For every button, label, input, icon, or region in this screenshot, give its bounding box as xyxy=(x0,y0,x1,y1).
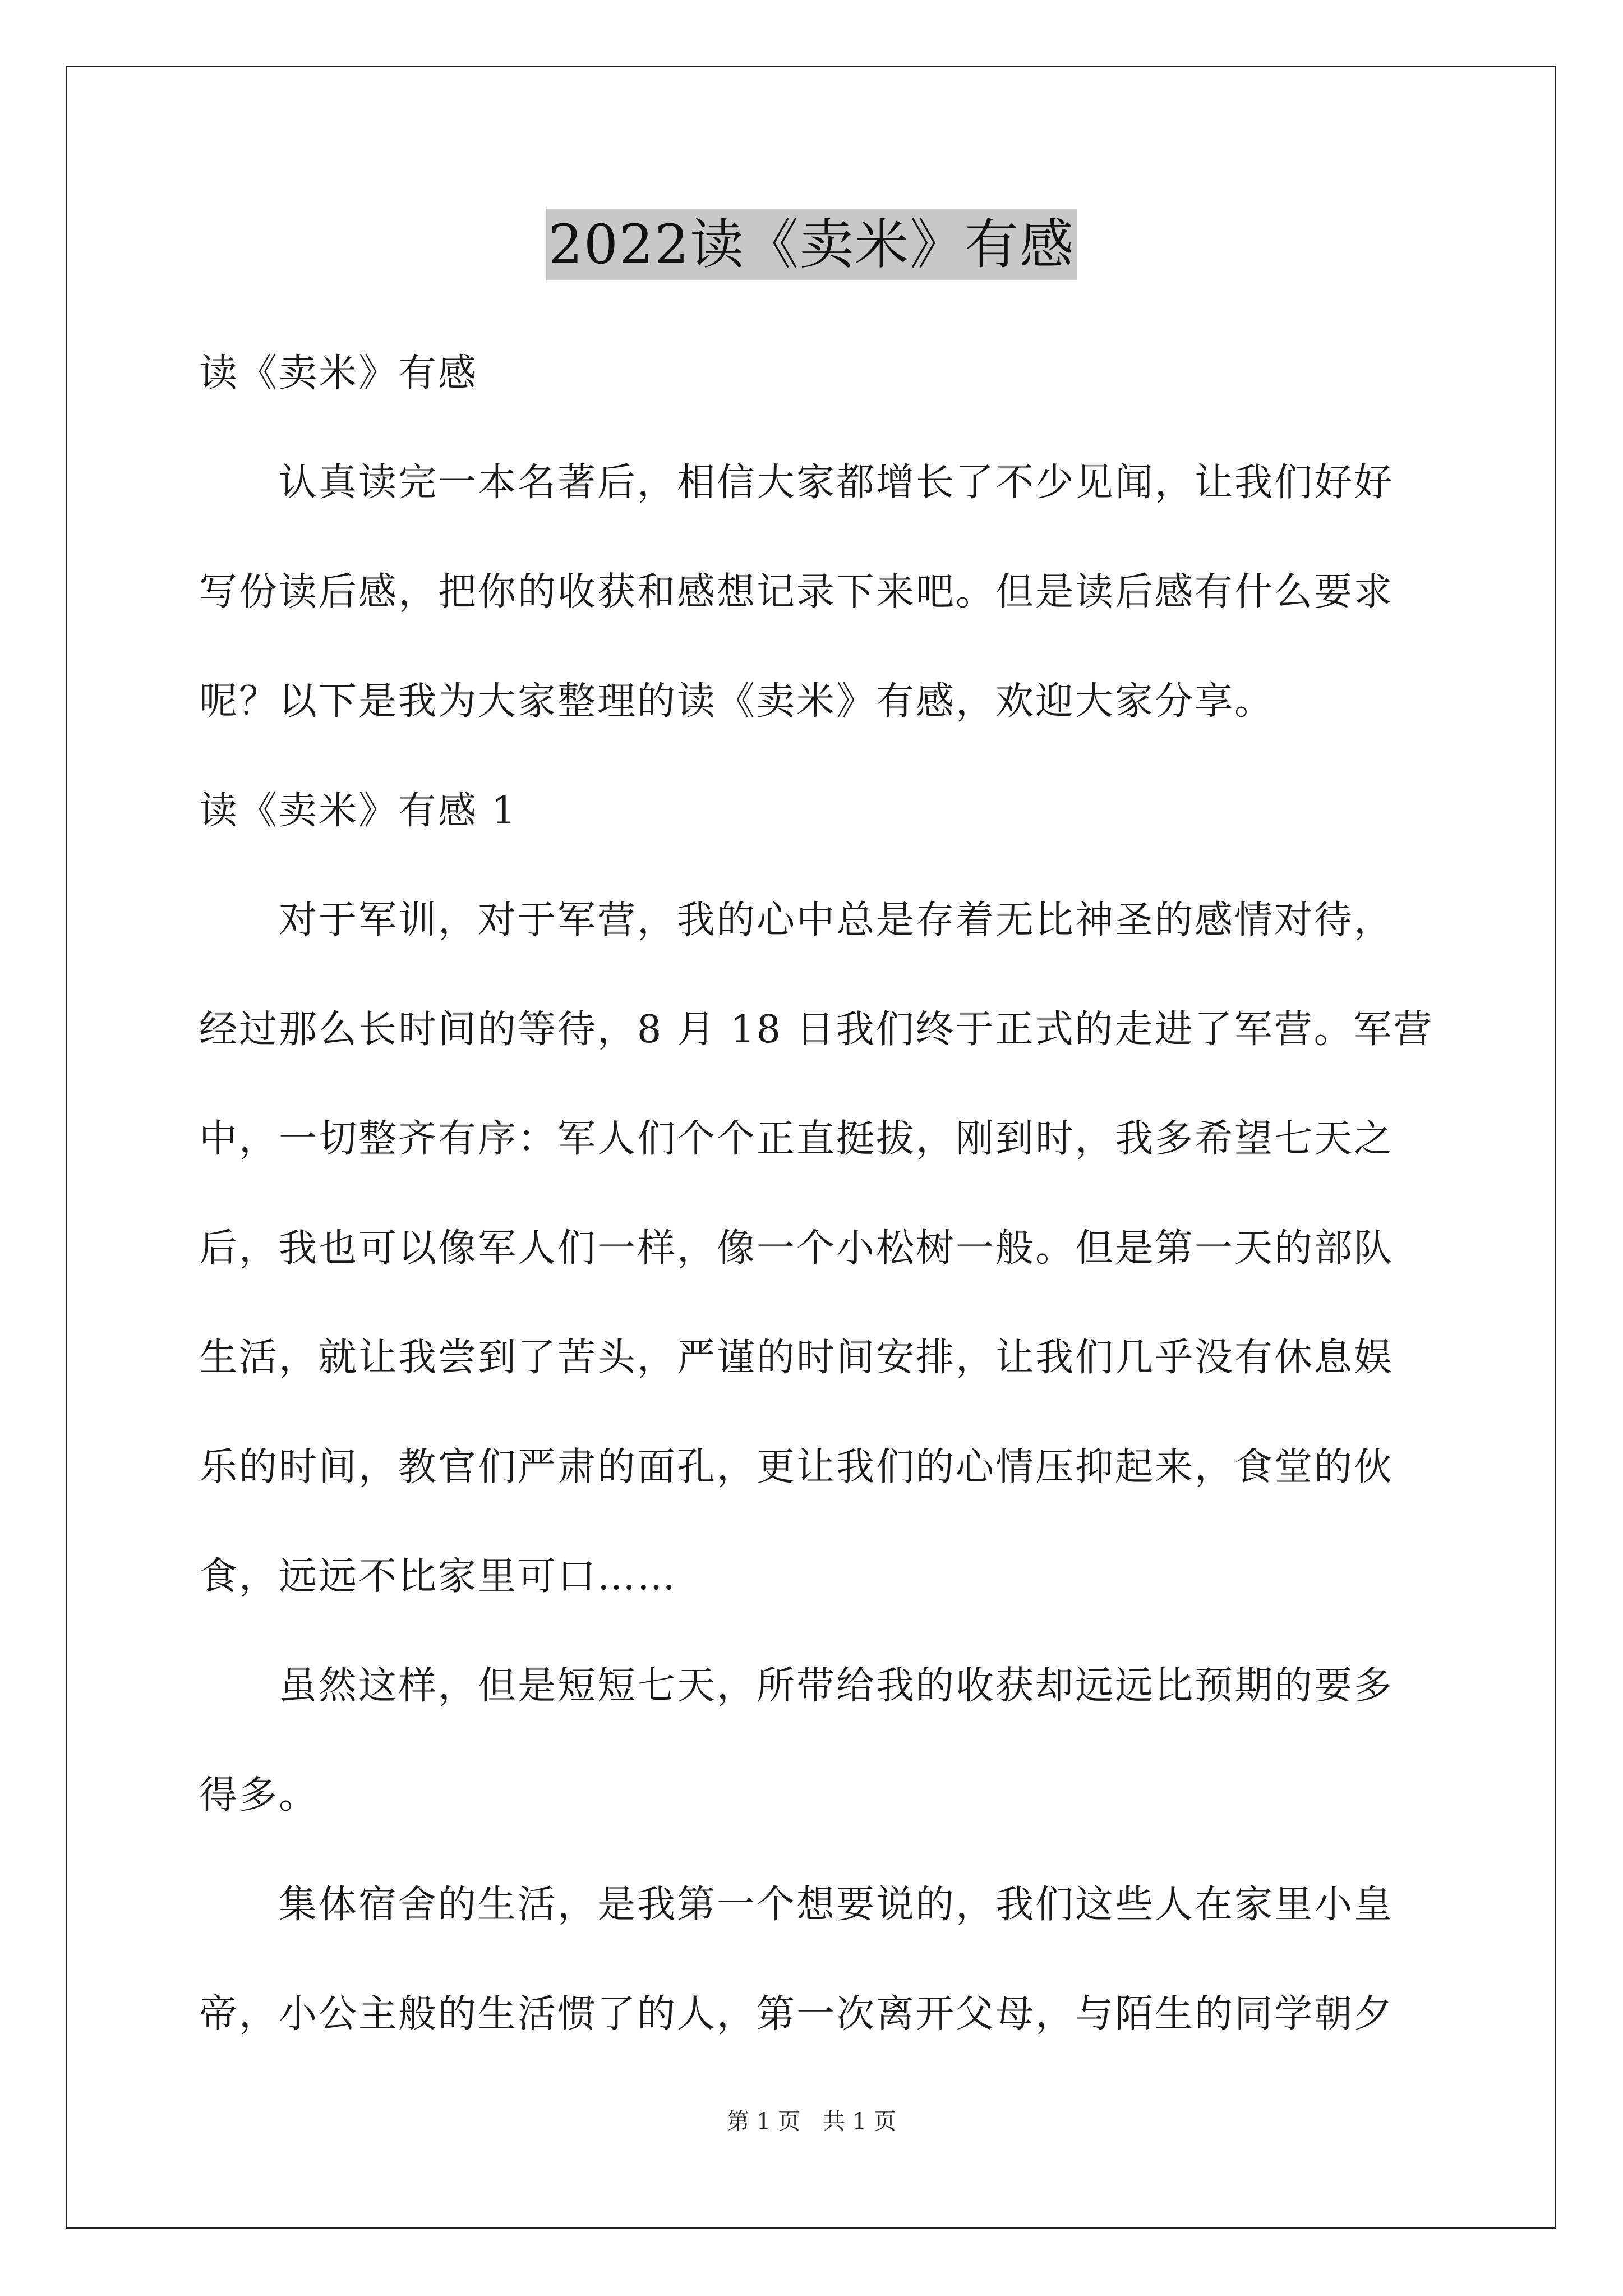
paragraph-line: 中，一切整齐有序：军人们个个正直挺拔，刚到时，我多希望七天之 xyxy=(199,1117,1394,1161)
paragraph-line: 后，我也可以像军人们一样，像一个小松树一般。但是第一天的部队 xyxy=(199,1226,1394,1271)
paragraph-line: 虽然这样，但是短短七天，所带给我的收获却远远比预期的要多 xyxy=(199,1664,1394,1708)
paragraph-line: 乐的时间，教官们严肃的面孔，更让我们的心情压抑起来，食堂的伙 xyxy=(199,1445,1394,1489)
paragraph-line: 得多。 xyxy=(199,1773,319,1818)
paragraph-line: 食，远远不比家里可口…… xyxy=(199,1554,677,1599)
paragraph-line: 集体宿舍的生活，是我第一个想要说的，我们这些人在家里小皇 xyxy=(199,1883,1394,1927)
paragraph-line: 写份读后感，把你的收获和感想记录下来吧。但是读后感有什么要求 xyxy=(199,570,1394,614)
section-heading: 读《卖米》有感 1 xyxy=(199,789,518,833)
title-container xyxy=(0,209,1623,280)
section-heading: 读《卖米》有感 xyxy=(199,351,478,395)
paragraph-line: 生活，就让我尝到了苦头，严谨的时间安排，让我们几乎没有休息娱 xyxy=(199,1336,1394,1380)
paragraph-line: 帝，小公主般的生活惯了的人，第一次离开父母，与陌生的同学朝夕 xyxy=(199,1992,1394,2036)
paragraph-line: 对于军训，对于军营，我的心中总是存着无比神圣的感情对待， xyxy=(199,898,1394,942)
paragraph-line: 经过那么长时间的等待，8 月 18 日我们终于正式的走进了军营。军营 xyxy=(199,1007,1433,1052)
paragraph-line: 认真读完一本名著后，相信大家都增长了不少见闻，让我们好好 xyxy=(199,461,1394,505)
page-number-footer: 第 1 页 共 1 页 xyxy=(727,2109,896,2134)
document-title: 2022读《卖米》有感 xyxy=(546,209,1077,280)
paragraph-line: 呢？以下是我为大家整理的读《卖米》有感，欢迎大家分享。 xyxy=(199,679,1275,724)
